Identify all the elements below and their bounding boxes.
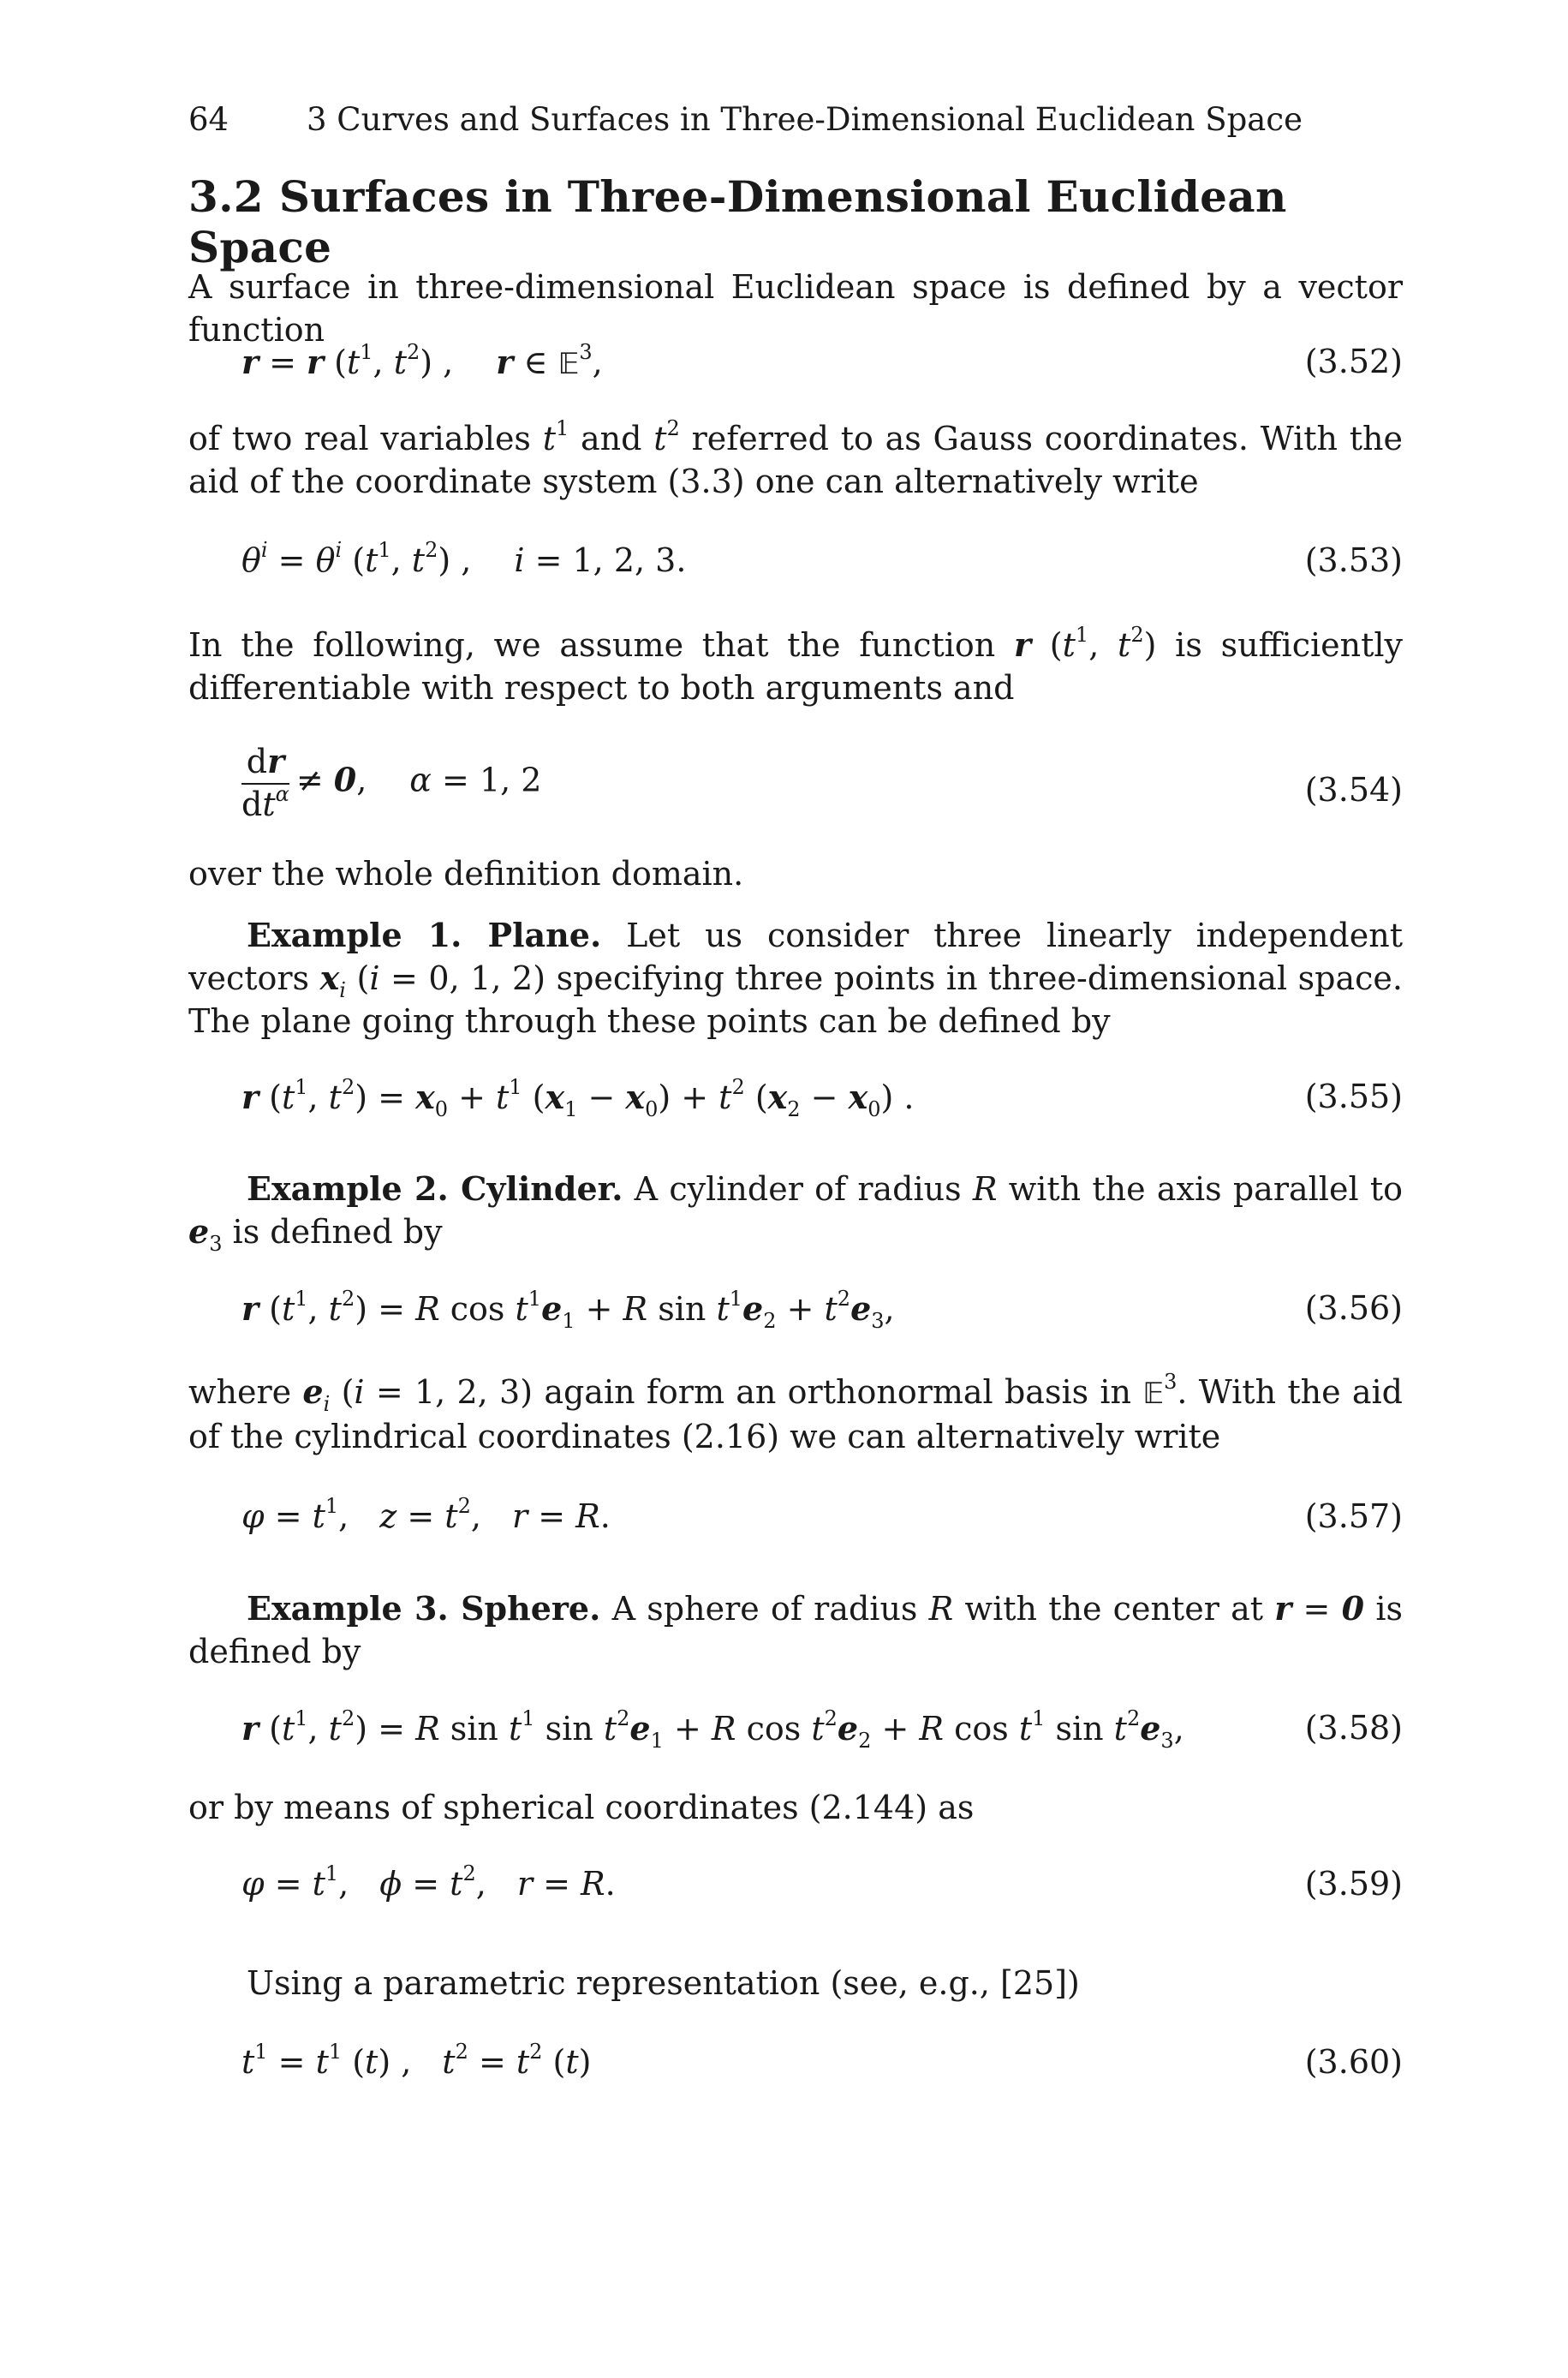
equation-body: $\frac{dr}{dt^\alpha}$ ≠ 0, α = 1, 2 [241, 742, 542, 823]
equation-body: $\varphi = t^1$, $\phi = t^2$, r = R. [241, 1861, 616, 1903]
paragraph-after-3-53: In the following, we assume that the function r ($t^1$, $t^2$) is sufficiently differentiable with respect to both arguments and [188, 623, 1403, 707]
equation-body: $\varphi = t^1$, $z = t^2$, r = R. [241, 1494, 611, 1535]
equation-3-56 [188, 1289, 1403, 1341]
running-title: 3 Curves and Surfaces in Three-Dimensional Euclidean Space [307, 101, 1303, 138]
equation-3-55 [188, 1075, 1403, 1129]
equation-3-57 [188, 1494, 1403, 1549]
equation-number: (3.56) [1304, 1289, 1403, 1327]
equation-number: (3.57) [1304, 1497, 1403, 1535]
paragraph-after-3-58: or by means of spherical coordinates (2.144) as [188, 1789, 975, 1826]
equation-3-54 [188, 744, 1403, 838]
equation-3-52 [188, 340, 1403, 394]
derivative-fraction: $\frac{dr}{dt^\alpha}$ [241, 742, 289, 823]
example-3-label: Example 3. Sphere. [247, 1589, 601, 1628]
example-1-label: Example 1. Plane. [247, 916, 602, 954]
equation-number: (3.55) [1304, 1078, 1403, 1115]
section-heading [188, 171, 1403, 272]
paragraph-after-3-54: over the whole definition domain. [188, 855, 744, 893]
equation-number: (3.53) [1304, 541, 1403, 579]
equation-body: $t^1 = t^1$ (t) , $t^2 = t^2$ (t) [241, 2040, 592, 2081]
equation-body: r ($t^1$, $t^2) = x_0 + t^1$ $(x_1 - x_0) + t^2$ $(x_2 - x_0)$ . [241, 1075, 915, 1121]
page-number: 64 [188, 101, 230, 138]
equation-body: $\theta^i = \theta^i$ ($t^1$, $t^2$) , i = 1, 2, 3. [241, 538, 687, 579]
equation-body: r ($t^1$, $t^2) = R$ $\cos t^1e_1 + R$ $\sin t^1e_2 + t^2e_3$, [241, 1287, 895, 1333]
equation-number: (3.54) [1304, 771, 1403, 809]
example-2-label: Example 2. Cylinder. [247, 1169, 623, 1208]
paragraph-after-3-56: where $e_i$ (i = 1, 2, 3) again form an orthonormal basis in 𝔼$^3$. With the aid of the cylindrical coordinates (2.16) we can alternatively write [188, 1370, 1403, 1455]
paragraph-after-3-52: of two real variables $t^1$ and $t^2$ referred to as Gauss coordinates. With the aid of the coordinate system (3.3) one can alternatively write [188, 416, 1403, 500]
equation-number: (3.52) [1304, 343, 1403, 380]
paragraph-example-2: Example 2. Cylinder. A cylinder of radius R with the axis parallel to $e_3$ is defined by [188, 1169, 1403, 1256]
section-title: Surfaces in Three-Dimensional Euclidean Space [188, 171, 1287, 272]
equation-3-60 [188, 2040, 1403, 2094]
equation-3-58 [188, 1706, 1403, 1760]
paragraph-intro: A surface in three-dimensional Euclidean space is defined by a vector function [188, 268, 1403, 349]
equation-3-53 [188, 538, 1403, 593]
equation-body: r ($t^1$, $t^2) = R$ $\sin t^1$ $\sin t^2e_1 + R$ $\cos t^2e_2 + R$ $\cos t^1$ $\sin t^2e_3$, [241, 1706, 1184, 1753]
paragraph-example-3: Example 3. Sphere. A sphere of radius R with the center at r = 0 is defined by [188, 1589, 1404, 1670]
equation-number: (3.58) [1304, 1709, 1403, 1747]
paragraph-example-1: Example 1. Plane. Let us consider three linearly independent vectors $x_i$ (i = 0, 1, 2) specifying three points in three-dimensional space. The plane going through these points can be defined by [188, 916, 1403, 1040]
section-number: 3.2 [188, 171, 264, 222]
equation-3-59 [188, 1861, 1403, 1916]
book-page [188, 0, 1403, 2378]
equation-number: (3.60) [1304, 2043, 1403, 2081]
equation-body: r = r ($t^1$, $t^2$) , r ∈ 𝔼$^3$, [241, 340, 603, 381]
paragraph-parametric: Using a parametric representation (see, e.g., [25]) [247, 1964, 1080, 2002]
equation-number: (3.59) [1304, 1865, 1403, 1903]
